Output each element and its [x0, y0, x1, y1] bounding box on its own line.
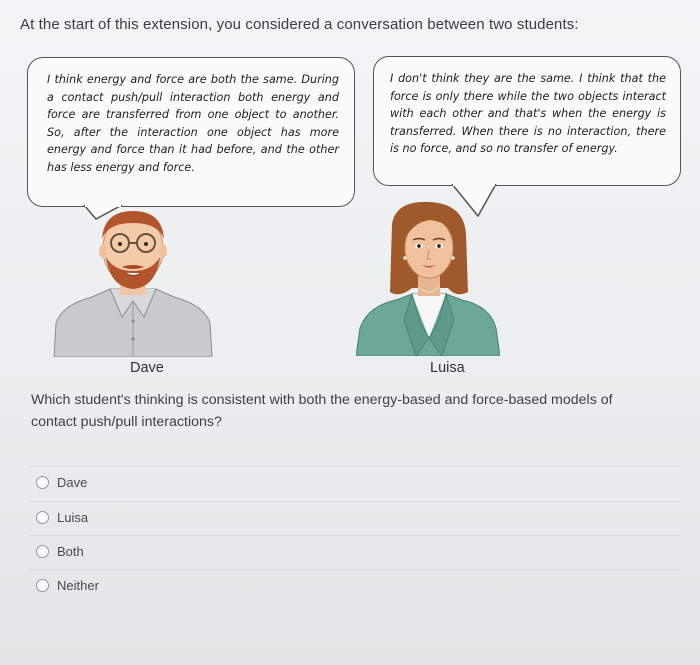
luisa-quote: I don't think they are the same. I think that the force is only there while the two objects interact with each other and that's when the energy is transferred. When there is no interaction, there is no force, and so no transfer of energy. [390, 72, 666, 156]
divider [29, 466, 680, 467]
intro-text: At the start of this extension, you considered a conversation between two students: [20, 16, 579, 33]
divider [29, 569, 680, 570]
option-dave[interactable] [36, 475, 87, 490]
question-text: Which student's thinking is consistent with both the energy-based and force-based models of contact push/pull interactions? [31, 392, 613, 430]
dave-quote: I think energy and force are both the same. During a contact push/pull interaction both energy and force are transferred from one object to another. So, after the interaction one object has more energy and force than it had before, and the other has less energy and force. [47, 73, 339, 174]
option-label: Both [57, 544, 84, 559]
dave-speech-bubble [27, 57, 355, 207]
divider [29, 535, 680, 536]
option-label: Neither [57, 578, 99, 593]
divider [29, 501, 680, 502]
dave-illustration [52, 205, 214, 357]
radio-button[interactable] [36, 579, 49, 592]
radio-button[interactable] [36, 511, 49, 524]
option-label: Dave [57, 475, 88, 490]
option-label: Luisa [57, 510, 89, 525]
option-neither[interactable] [36, 578, 99, 593]
radio-button[interactable] [36, 476, 49, 489]
luisa-name-label: Luisa [430, 360, 465, 376]
luisa-speech-bubble [373, 56, 681, 186]
radio-button[interactable] [36, 545, 49, 558]
luisa-illustration [356, 200, 500, 356]
dave-name-label: Dave [130, 360, 164, 376]
option-both[interactable] [36, 544, 84, 559]
option-luisa[interactable] [36, 510, 88, 525]
